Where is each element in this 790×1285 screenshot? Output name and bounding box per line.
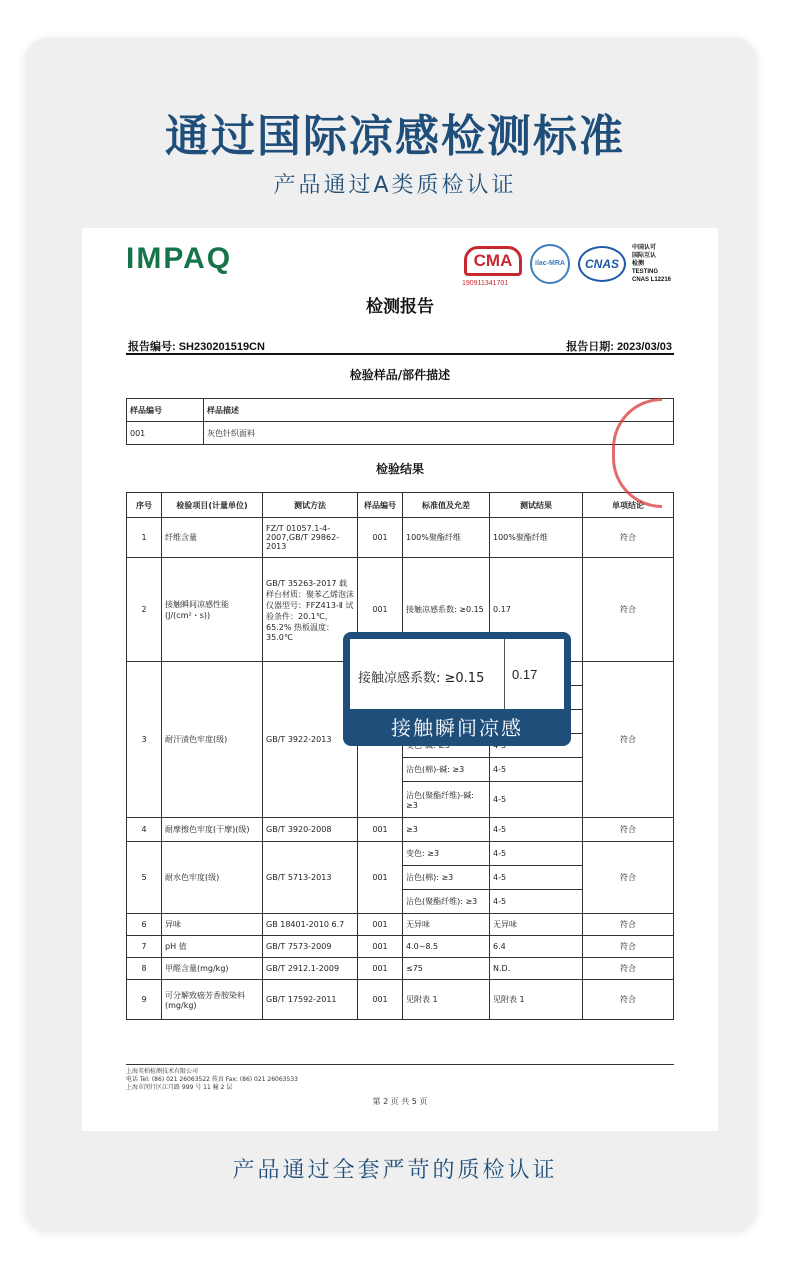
sample-table: 样品编号 样品描述 001 灰色针织面料 <box>126 398 674 445</box>
table-row: 8 甲醛含量(mg/kg) GB/T 2912.1-2009 001 ≤75 N.D. 符合 <box>127 958 674 980</box>
report-number: 报告编号: SH230201519CN <box>128 341 265 353</box>
footer-caption: 产品通过全套严苛的质检认证 <box>232 1158 558 1183</box>
cooling-callout <box>343 632 571 746</box>
table-row: 9 可分解致癌芳香胺染料(mg/kg) GB/T 17592-2011 001 见附表 1 见附表 1 符合 <box>127 980 674 1020</box>
report-title: 检测报告 <box>366 297 434 317</box>
table-row: 1 纤维含量 FZ/T 01057.1-4-2007,GB/T 29862-2013 001 100%聚酯纤维 100%聚酯纤维 符合 <box>127 518 674 558</box>
company-info: 上海英柏检测技术有限公司 电话 Tel: (86) 021 26063522 传真 Fax: (86) 021 26063533 上海市闵行区江月路 999 号 11 幢 2 层 <box>126 1068 298 1091</box>
footer-divider <box>126 1064 674 1065</box>
page-subtitle: 产品通过A类质检认证 <box>273 173 517 198</box>
table-row: 沾色(棉): ≥3 4-5 <box>127 866 674 890</box>
result-section-title: 检验结果 <box>375 462 424 476</box>
table-row: 2 接触瞬间凉感性能(J/(cm²・s)) GB/T 35263-2017 载样台材质：聚苯乙烯泡沫 仪器型号：FFZ413-Ⅱ 试验条件：20.1℃，65.2% 热板温度：35.0℃ 001 接触凉感系数: ≥0.15 0.17 符合 <box>127 558 674 662</box>
callout-result: 0.17 <box>512 667 538 682</box>
cnas-logo: CNAS <box>578 246 626 282</box>
table-row: 6 异味 GB 18401-2010 6.7 001 无异味 无异味 符合 <box>127 914 674 936</box>
callout-label: 接触瞬间凉感 <box>391 716 523 740</box>
table-row: 3 耐汗渍色牢度(级) GB/T 3922-2013 符合 <box>127 662 674 686</box>
cma-number: 190911341701 <box>462 280 509 287</box>
result-table: 序号 检验项目(计量单位) 测试方法 样品编号 标准值及允差 测试结果 单项结论 1 纤维含量 FZ/T 01057.1-4-2007,GB/T 29862-2013 001 100%聚酯纤维 100%聚酯纤维 符合 2 接触瞬间凉感性能(J/(cm²・s)) GB/T 35263-2017 载样台材质：聚苯乙烯泡沫 仪器型号：FFZ413-Ⅱ 试验条件：20.1℃，65.2% 热板温度：35.0℃ 001 接触凉感系数: ≥0.15 0.17 符合 3 耐汗渍色牢度(级) GB/T 3922-2013 符合 沾色(棉)-碱: ≥3 4-5 沾色(聚酯纤维)-碱: ≥3 4-5 4 耐摩擦色牢度(干摩)(级) GB/T 3920-2008 001 ≥3 4-5 符合 5 耐水色牢度(级) GB/T 5713-2013 001 变色: ≥3 4-5 符合 沾色(棉): ≥3 4-5 沾色(聚酯纤维): ≥3 4-5 6 异味 GB 18401-2010 6.7 001 无异味 无异味 符合 7 pH 值 GB/T 7573-2009 001 4.0~8.5 6.4 符合 8 甲醛含量(mg/kg) GB/T 2912.1-2009 001 ≤75 N.D. 符合 9 可分解致癌芳香胺染料(mg/kg) GB/T 17592-2011 001 见附表 1 见附表 1 符合 <box>126 492 674 1020</box>
divider <box>126 353 674 355</box>
page-title: 通过国际凉感检测标准 <box>165 111 625 162</box>
callout-box <box>350 639 564 709</box>
callout-divider <box>504 639 505 709</box>
table-row: 沾色(棉)-碱: ≥3 4-5 <box>127 758 674 782</box>
report-date: 报告日期: 2023/03/03 <box>566 341 672 353</box>
cma-logo: CMA <box>464 246 522 276</box>
callout-standard: 接触凉感系数: ≥0.15 <box>358 671 485 686</box>
table-row: 4 耐摩擦色牢度(干摩)(级) GB/T 3920-2008 001 ≥3 4-5 符合 <box>127 818 674 842</box>
certification-logos <box>462 240 702 292</box>
table-row: 沾色(聚酯纤维): ≥3 4-5 <box>127 890 674 914</box>
table-row: 5 耐水色牢度(级) GB/T 5713-2013 001 变色: ≥3 4-5 符合 <box>127 842 674 866</box>
cnas-text: 中国认可 国际互认 检测 TESTING CNAS L12216 <box>632 245 672 283</box>
ilac-mra-logo: ilac-MRA <box>530 244 570 284</box>
page-number: 第 2 页 共 5 页 <box>372 1097 428 1106</box>
sample-section-title: 检验样品/部件描述 <box>349 368 451 382</box>
impaq-logo: IMPAQ <box>126 242 233 275</box>
table-row: 001 灰色针织面料 <box>127 422 674 445</box>
table-row: 7 pH 值 GB/T 7573-2009 001 4.0~8.5 6.4 符合 <box>127 936 674 958</box>
table-row: 沾色(聚酯纤维)-碱: ≥3 4-5 <box>127 782 674 818</box>
